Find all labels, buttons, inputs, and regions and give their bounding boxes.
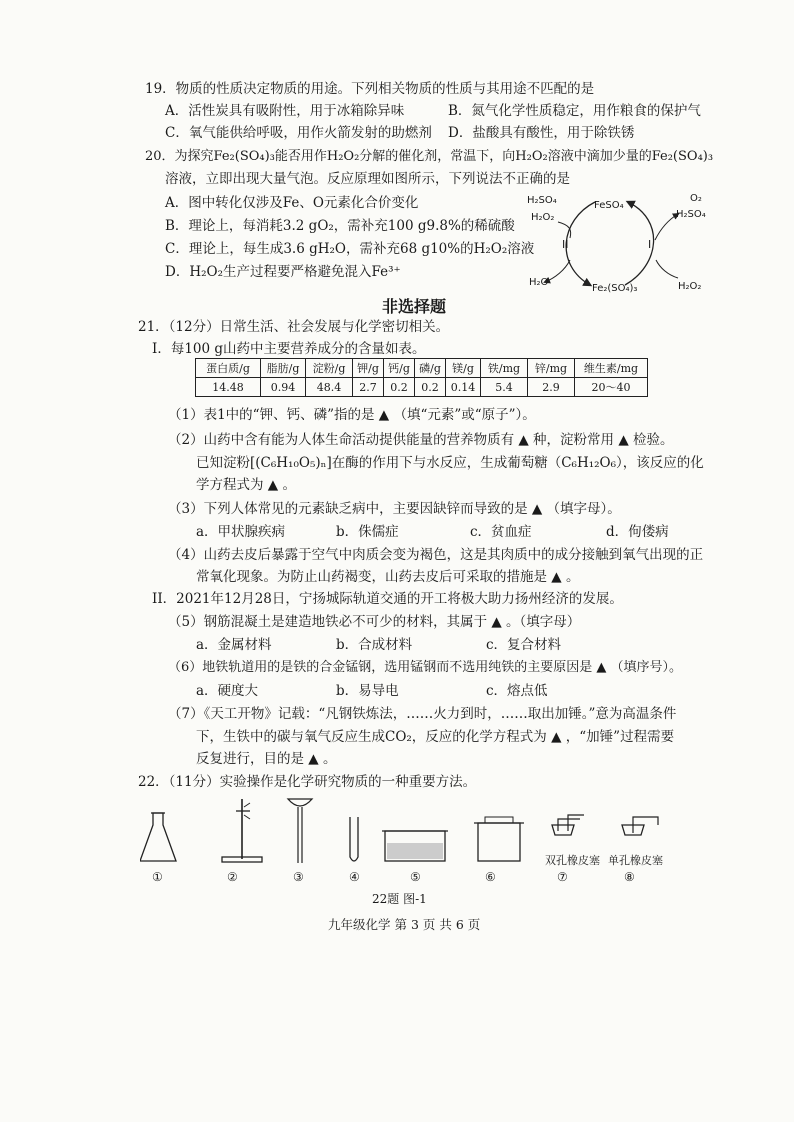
- label-feso4: FeSO₄: [594, 200, 624, 211]
- q21-5-option-b: b．合成材料: [336, 637, 413, 653]
- test-tube-icon: [350, 817, 358, 861]
- q20-option-b: B．理论上，每消耗3.2 gO₂，需补充100 g9.8%的稀硫酸: [165, 218, 515, 234]
- table-cell: 0.2: [415, 378, 446, 397]
- q21-7a: （7）《天工开物》记载：“凡钢铁炼法，……火力到时，……取出加锤。”意为高温条件: [168, 706, 677, 722]
- q21-7c: 反复进行，目的是 ▲ 。: [196, 751, 337, 767]
- equipment-number-5: ⑤: [410, 870, 421, 884]
- table-cell: 0.2: [384, 378, 415, 397]
- q20-option-d: D．H₂O₂生产过程要严格避免混入Fe³⁺: [165, 264, 401, 280]
- section-title: 非选择题: [382, 297, 447, 316]
- product-outlet-h2o: [545, 260, 570, 282]
- nutrition-table: [195, 358, 648, 397]
- reactant-inlet-right: [656, 260, 678, 278]
- product-outlet-o2: [655, 214, 678, 240]
- q21-4a: （4）山药去皮后暴露于空气中肉质会变为褐色，这是其肉质中的成分接触到氧气出现的正: [168, 547, 704, 563]
- q21-3: （3）下列人体常见的元素缺乏病中，主要因缺锌而导致的是 ▲ （填字母）。: [168, 501, 621, 517]
- table-header: 铁/mg: [481, 359, 528, 378]
- label-roman-ii: II: [562, 238, 569, 251]
- table-cell: 0.14: [446, 378, 481, 397]
- q20-stem-line2: 溶液，立即出现大量气泡。反应原理如图所示，下列说法不正确的是: [165, 171, 570, 187]
- table-header: 锌/mg: [528, 359, 575, 378]
- table-header: 蛋白质/g: [196, 359, 261, 378]
- table-header: 维生素/mg: [575, 359, 648, 378]
- table-header-row: [196, 359, 648, 378]
- q21-3-option-d: d．佝偻病: [606, 524, 669, 540]
- figure-caption: 22题 图-1: [372, 892, 427, 906]
- q21-3-option-b: b．侏儒症: [336, 524, 399, 540]
- q21-2a: （2）山药中含有能为人体生命活动提供能量的营养物质有 ▲ 种，淀粉常用 ▲ 检验。: [168, 432, 674, 448]
- table-header: 磷/g: [415, 359, 446, 378]
- q21-6-option-b: b．易导电: [336, 683, 399, 699]
- table-cell: 20～40: [575, 378, 648, 397]
- one-hole-stopper-icon: [622, 817, 658, 835]
- q21-1: （1）表1中的“钾、钙、磷”指的是 ▲ （填“元素”或“原子”）。: [168, 407, 536, 423]
- table-header: 钙/g: [384, 359, 415, 378]
- table-cell: 2.7: [353, 378, 384, 397]
- equipment-number-1: ①: [152, 870, 163, 884]
- table-cell: 5.4: [481, 378, 528, 397]
- q19-option-d: D．盐酸具有酸性，用于除铁锈: [448, 125, 635, 141]
- table-cell: 48.4: [306, 378, 353, 397]
- q21-stem: 21．（12分）日常生活、社会发展与化学密切相关。: [138, 319, 450, 335]
- table-header: 钾/g: [353, 359, 384, 378]
- label-h2o2-left: H₂O₂: [531, 212, 555, 223]
- q21-6-option-c: c．熔点低: [486, 683, 548, 699]
- one-hole-stopper-label: 单孔橡皮塞: [608, 854, 663, 867]
- q21-3-option-c: c．贫血症: [470, 524, 532, 540]
- q19-option-b: B．氮气化学性质稳定，用作粮食的保护气: [448, 103, 701, 119]
- table-cell: 0.94: [261, 378, 306, 397]
- q21-2c: 学方程式为 ▲ 。: [196, 477, 296, 493]
- equipment-number-4: ④: [349, 870, 360, 884]
- table-cell: 2.9: [528, 378, 575, 397]
- q19-option-a: A．活性炭具有吸附性，用于冰箱除异味: [165, 103, 405, 119]
- label-h2so4-left: H₂SO₄: [527, 195, 557, 206]
- label-h2o2-right: H₂O₂: [678, 281, 702, 292]
- q21-5-option-c: c．复合材料: [486, 637, 562, 653]
- water-trough-icon: [382, 831, 448, 861]
- table-header: 镁/g: [446, 359, 481, 378]
- two-hole-stopper-label: 双孔橡皮塞: [545, 854, 600, 867]
- label-h2o: H₂O: [529, 277, 549, 288]
- q21-part2: II．2021年12月28日，宁扬城际轨道交通的开工将极大助力扬州经济的发展。: [152, 591, 623, 607]
- q21-5: （5）钢筋混凝土是建造地铁必不可少的材料，其属于 ▲ 。（填字母）: [168, 614, 581, 630]
- q19-option-c: C．氧气能供给呼吸，用作火箭发射的助燃剂: [165, 125, 432, 141]
- q21-3-option-a: a．甲状腺疾病: [196, 524, 286, 540]
- q21-6-option-a: a．硬度大: [196, 683, 259, 699]
- equipment-number-8: ⑧: [624, 870, 635, 884]
- table-header: 淀粉/g: [306, 359, 353, 378]
- equipment-number-2: ②: [227, 870, 238, 884]
- table-row: [196, 378, 648, 397]
- table-header: 脂肪/g: [261, 359, 306, 378]
- q19-stem: 19．物质的性质决定物质的用途。下列相关物质的性质与其用途不匹配的是: [145, 81, 595, 97]
- iron-stand-icon: [222, 799, 262, 862]
- q21-6: （6）地铁轨道用的是铁的合金锰钢，选用锰钢而不选用纯铁的主要原因是 ▲ （填序号）。: [168, 660, 683, 675]
- equipment-number-3: ③: [293, 870, 304, 884]
- conical-flask-icon: [140, 813, 176, 861]
- label-o2: O₂: [690, 193, 702, 204]
- label-h2so4-right: H₂SO₄: [676, 209, 706, 220]
- q22-stem: 22．（11分）实验操作是化学研究物质的一种重要方法。: [138, 774, 477, 790]
- equipment-number-6: ⑥: [485, 870, 496, 884]
- q20-option-a: A．图中转化仅涉及Fe、O元素化合价变化: [165, 195, 419, 211]
- gas-jar-icon: [474, 817, 524, 861]
- q21-4b: 常氧化现象。为防止山药褐变，山药去皮后可采取的措施是 ▲ 。: [196, 569, 580, 585]
- page-footer: 九年级化学 第 3 页 共 6 页: [328, 917, 481, 932]
- q20-stem-line1: 20．为探究Fe₂(SO₄)₃能否用作H₂O₂分解的催化剂，常温下，向H₂O₂溶液中滴加少量的Fe₂(SO₄)₃: [145, 149, 714, 164]
- two-hole-stopper-icon: [552, 815, 584, 835]
- q20-option-c: C．理论上，每生成3.6 gH₂O，需补充68 g10%的H₂O₂溶液: [165, 241, 535, 257]
- cycle-arrow-ii: [566, 202, 595, 285]
- table-cell: 14.48: [196, 378, 261, 397]
- q21-2b: 已知淀粉[(C₆H₁₀O₅)ₙ]在酶的作用下与水反应，生成葡萄糖（C₆H₁₂O₆），该反应的化: [196, 455, 704, 471]
- label-roman-i: I: [648, 238, 652, 251]
- label-fe2so43: Fe₂(SO₄)₃: [592, 283, 638, 294]
- q21-7b: 下，生铁中的碳与氧气反应生成CO₂，反应的化学方程式为 ▲ ，“加锤”过程需要: [196, 729, 675, 745]
- q21-part1: I．每100 g山药中主要营养成分的含量如表。: [152, 341, 426, 357]
- q21-5-option-a: a．金属材料: [196, 637, 272, 653]
- equipment-number-7: ⑦: [557, 870, 568, 884]
- long-neck-funnel-icon: [288, 799, 312, 863]
